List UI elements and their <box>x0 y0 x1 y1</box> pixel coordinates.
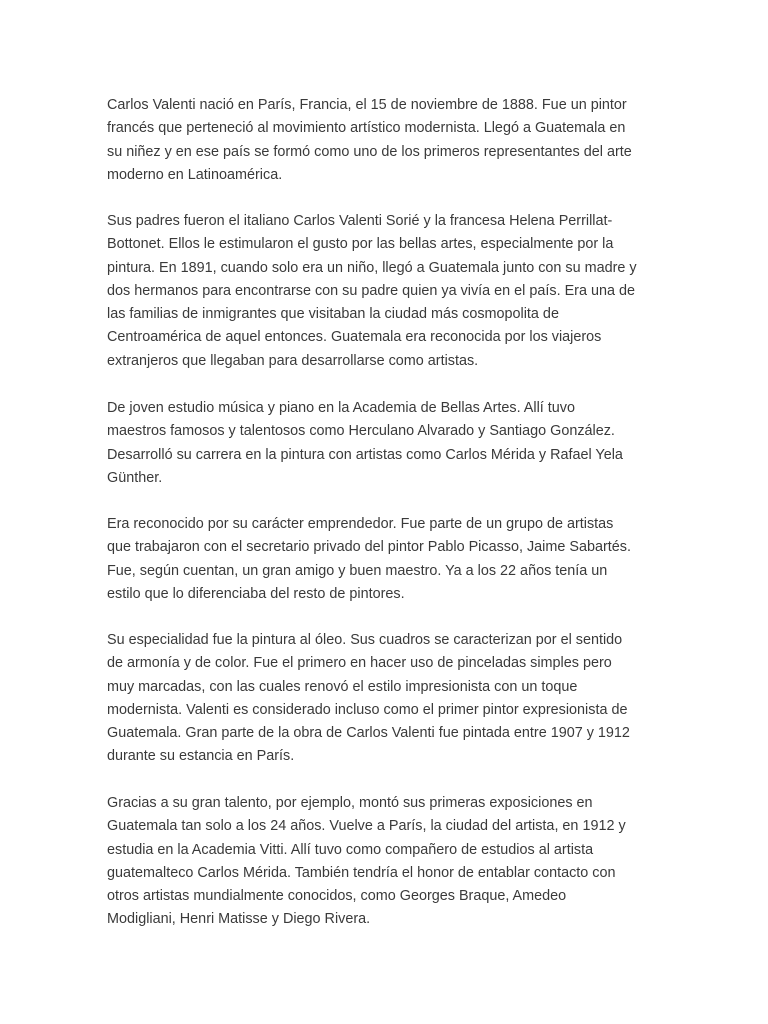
paragraph-specialty <box>107 629 687 769</box>
text-line: guatemalteco Carlos Mérida. También tendría el honor de entablar contacto con <box>107 864 616 881</box>
text-line: Modigliani, Henri Matisse y Diego Rivera. <box>107 911 371 928</box>
text-line: moderno en Latinoamérica. <box>107 166 283 183</box>
text-line: Fue, según cuentan, un gran amigo y buen maestro. Ya a los 22 años tenía un <box>107 562 608 579</box>
text-line: su niñez y en ese país se formó como uno de los primeros representantes del arte <box>107 143 632 160</box>
paragraph-birth <box>107 94 687 187</box>
paragraph-parents <box>107 210 687 373</box>
text-line: maestros famosos y talentosos como Herculano Alvarado y Santiago González. <box>107 423 615 440</box>
text-line: Guatemala tan solo a los 24 años. Vuelve a París, la ciudad del artista, en 1912 y <box>107 818 626 835</box>
text-line: de armonía y de color. Fue el primero en hacer uso de pinceladas simples pero <box>107 655 612 672</box>
text-line: estudia en la Academia Vitti. Allí tuvo como compañero de estudios al artista <box>107 841 594 858</box>
text-line: Günther. <box>107 469 163 486</box>
paragraph-education <box>107 397 687 490</box>
text-line: Carlos Valenti nació en París, Francia, el 15 de noviembre de 1888. Fue un pintor <box>107 97 627 113</box>
text-line: otros artistas mundialmente conocidos, como Georges Braque, Amedeo <box>107 888 567 905</box>
paragraph-exhibitions <box>107 792 687 932</box>
text-line: Gracias a su gran talento, por ejemplo, montó sus primeras exposiciones en <box>107 795 593 811</box>
text-line: francés que perteneció al movimiento artístico modernista. Llegó a Guatemala en <box>107 120 626 137</box>
text-line: dos hermanos para encontrarse con su padre quien ya vivía en el país. Era una de <box>107 282 635 299</box>
text-line: Centroamérica de aquel entonces. Guatemala era reconocida por los viajeros <box>107 329 602 346</box>
text-line: De joven estudio música y piano en la Academia de Bellas Artes. Allí tuvo <box>107 400 575 416</box>
text-line: extranjeros que llegaban para desarrollarse como artistas. <box>107 352 479 369</box>
text-line: que trabajaron con el secretario privado del pintor Pablo Picasso, Jaime Sabartés. <box>107 539 631 556</box>
text-line: las familias de inmigrantes que visitaban la ciudad más cosmopolita de <box>107 306 559 323</box>
text-line: durante su estancia en París. <box>107 748 295 765</box>
text-line: Sus padres fueron el italiano Carlos Valenti Sorié y la francesa Helena Perrillat- <box>107 213 613 229</box>
text-line: Su especialidad fue la pintura al óleo. Sus cuadros se caracterizan por el sentido <box>107 632 623 648</box>
text-line: Bottonet. Ellos le estimularon el gusto por las bellas artes, especialmente por la <box>107 236 614 253</box>
paragraph-character <box>107 513 687 606</box>
text-line: estilo que lo diferenciaba del resto de pintores. <box>107 585 405 602</box>
text-line: muy marcadas, con las cuales renovó el estilo impresionista con un toque <box>107 678 578 695</box>
text-line: pintura. En 1891, cuando solo era un niño, llegó a Guatemala junto con su madre y <box>107 259 637 276</box>
text-line: Era reconocido por su carácter emprendedor. Fue parte de un grupo de artistas <box>107 516 614 532</box>
text-line: Guatemala. Gran parte de la obra de Carlos Valenti fue pintada entre 1907 y 1912 <box>107 725 630 742</box>
text-line: Desarrolló su carrera en la pintura con artistas como Carlos Mérida y Rafael Yela <box>107 446 623 463</box>
text-line: modernista. Valenti es considerado incluso como el primer pintor expresionista de <box>107 701 628 718</box>
